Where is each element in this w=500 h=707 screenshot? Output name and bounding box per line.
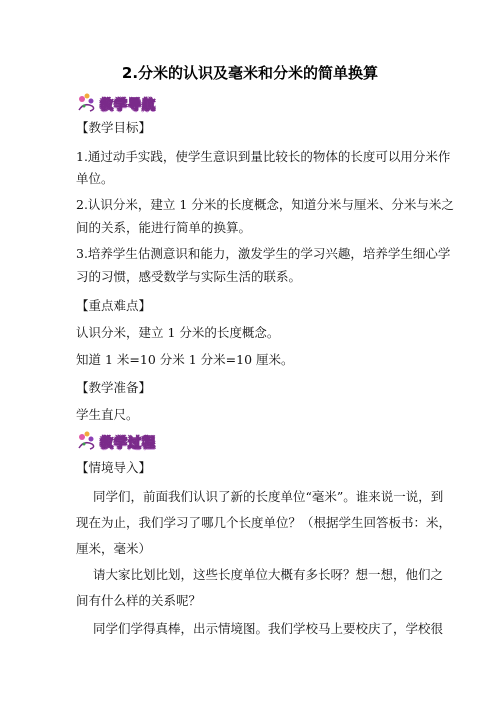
paragraph-1-line-3: 厘米，毫米） bbox=[76, 541, 152, 556]
paragraph-1-line-1: 同学们，前面我们认识了新的长度单位“毫米”。谁来说一说，到 bbox=[93, 489, 444, 504]
section-heading-goals: 【教学目标】 bbox=[76, 120, 152, 135]
paragraph-1-line-2: 现在为止，我们学习了哪几个长度单位？（根据学生回答板书：米， bbox=[76, 515, 452, 530]
paragraph-2-line-1: 请大家比划比划，这些长度单位大概有多长呀？想一想，他们之 bbox=[93, 567, 444, 582]
flower-swirl-icon bbox=[76, 430, 98, 452]
section-badge-teaching-process: 教学过程 bbox=[76, 430, 156, 452]
goal-1-line-2: 单位。 bbox=[76, 171, 114, 186]
flower-swirl-icon bbox=[76, 92, 98, 114]
section-heading-preparation: 【教学准备】 bbox=[76, 380, 152, 395]
goal-2-line-2: 间的关系，能进行简单的换算。 bbox=[76, 220, 252, 235]
key-point-1: 认识分米，建立 1 分米的长度概念。 bbox=[76, 325, 280, 340]
key-point-2: 知道 1 米=10 分米 1 分米=10 厘米。 bbox=[76, 352, 294, 367]
paragraph-2-line-2: 间有什么样的关系呢？ bbox=[76, 593, 202, 608]
section-badge-teaching-guide: 教学导航 bbox=[76, 92, 156, 114]
goal-2-line-1: 2.认识分米，建立 1 分米的长度概念，知道分米与厘米、分米与米之 bbox=[76, 197, 454, 212]
paragraph-3-line-1: 同学们学得真棒，出示情境图。我们学校马上要校庆了，学校很 bbox=[93, 621, 444, 636]
goal-1-line-1: 1.通过动手实践，使学生意识到量比较长的物体的长度可以用分米作 bbox=[76, 149, 451, 164]
preparation-item: 学生直尺。 bbox=[76, 407, 139, 422]
goal-3-line-2: 习的习惯，感受数学与实际生活的联系。 bbox=[76, 269, 302, 284]
section-heading-key-points: 【重点难点】 bbox=[76, 298, 152, 313]
goal-3-line-1: 3.培养学生估测意识和能力，激发学生的学习兴趣，培养学生细心学 bbox=[76, 246, 451, 261]
page-title: 2.分米的认识及毫米和分米的简单换算 bbox=[121, 64, 379, 82]
section-heading-intro: 【情境导入】 bbox=[76, 460, 152, 475]
